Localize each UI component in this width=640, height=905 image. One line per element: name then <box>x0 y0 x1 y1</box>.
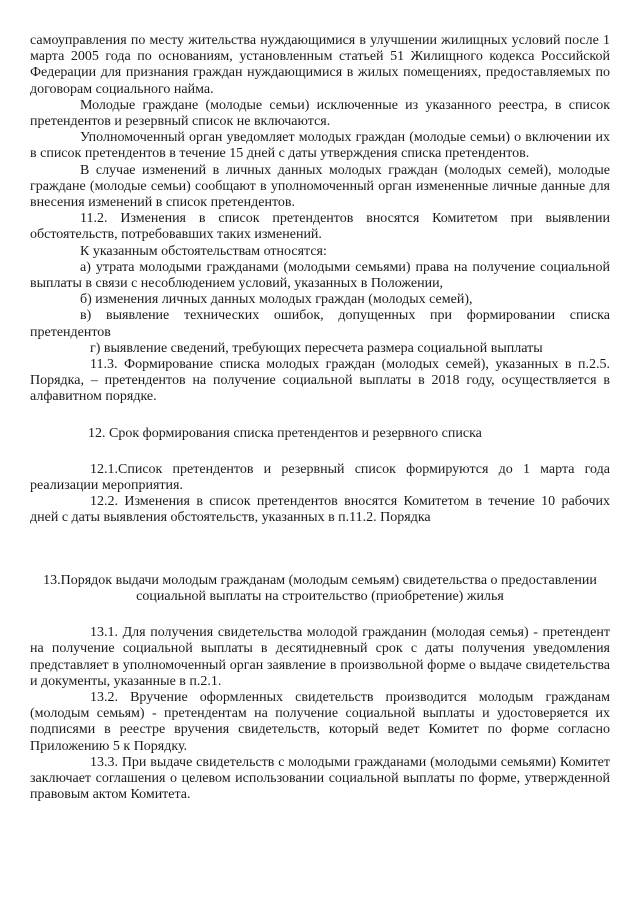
spacer <box>30 605 610 625</box>
paragraph-notification: Уполномоченный орган уведомляет молодых граждан (молодые семьи) о включении их в список претендентов в течение 15 дней с даты утверждения списка претендентов. <box>30 130 610 162</box>
paragraph-continuation: самоуправления по месту жительства нуждающимися в улучшении жилищных условий после 1 марта 2005 года по основаниям, установленным статьей 51 Жилищного кодекса Российской Федерации для признания граждан нуждающимися в жилых помещениях, предоставляемых по договорам социального найма. <box>30 33 610 97</box>
paragraph-13-3: 13.3. При выдаче свидетельств с молодыми гражданами (молодыми семьями) Комитет заключает соглашения о целевом использовании социальной выплаты по форме, утвержденной правовым актом Комитета. <box>30 754 610 803</box>
paragraph-11-2: 11.2. Изменения в список претендентов вносятся Комитетом при выявлении обстоятельств, потребовавших таких изменений. <box>30 211 610 243</box>
paragraph-13-1: 13.1. Для получения свидетельства молодой гражданин (молодая семья) - претендент на получение социальной выплаты в десятидневный срок с даты получения уведомления представляет в уполномоченный орган заявление в произвольной форме о выдаче свидетельства и документы, указанные в п.2.1. <box>30 625 610 689</box>
spacer <box>30 527 610 573</box>
section-heading-13: 13.Порядок выдачи молодым гражданам (молодым семьям) свидетельства о предоставлении социальной выплаты на строительство (приобретение) жилья <box>43 572 597 604</box>
paragraph-circumstances-intro: К указанным обстоятельствам относятся: <box>80 243 327 259</box>
list-item-g: г) выявление сведений, требующих пересчета размера социальной выплаты <box>90 340 543 356</box>
paragraph-11-3: 11.3. Формирование списка молодых граждан (молодых семей), указанных в п.2.5. Порядка, – претендентов на получение социальной выплаты в 2018 году, осуществляется в алфавитном порядке. <box>30 357 610 405</box>
list-item-a: а) утрата молодыми гражданами (молодыми семьями) права на получение социальной выплаты в связи с несоблюдением условий, указанных в Положении, <box>30 259 610 292</box>
section-heading-12: 12. Срок формирования списка претендентов и резервного списка <box>88 425 482 441</box>
spacer <box>30 406 610 426</box>
paragraph-13-2: 13.2. Вручение оформленных свидетельств производится молодым гражданам (молодым семьям) - претендентам на получение социальной выплаты и удостоверяется их подписями в реестре вручения свидетельств, который ведет Комитет по форме согласно Приложению 5 к Порядку. <box>30 689 610 754</box>
paragraph-personal-data: В случае изменений в личных данных молодых граждан (молодых семей), молодые граждане (молодые семьи) сообщают в уполномоченный орган измененные личные данные для внесения изменений в список претендентов. <box>30 162 610 211</box>
paragraph-excluded: Молодые граждане (молодые семьи) исключенные из указанного реестра, в список претендентов и резервный список не включаются. <box>30 97 610 130</box>
list-item-b: б) изменения личных данных молодых граждан (молодых семей), <box>80 292 473 308</box>
spacer <box>30 442 610 462</box>
paragraph-12-2: 12.2. Изменения в список претендентов вносятся Комитетом в течение 10 рабочих дней с даты выявления обстоятельств, указанных в п.11.2. Порядка <box>30 494 610 526</box>
paragraph-12-1: 12.1.Список претендентов и резервный список формируются до 1 марта года реализации мероприятия. <box>30 461 610 494</box>
list-item-v: в) выявление технических ошибок, допущенных при формировании списка претендентов <box>30 308 610 340</box>
